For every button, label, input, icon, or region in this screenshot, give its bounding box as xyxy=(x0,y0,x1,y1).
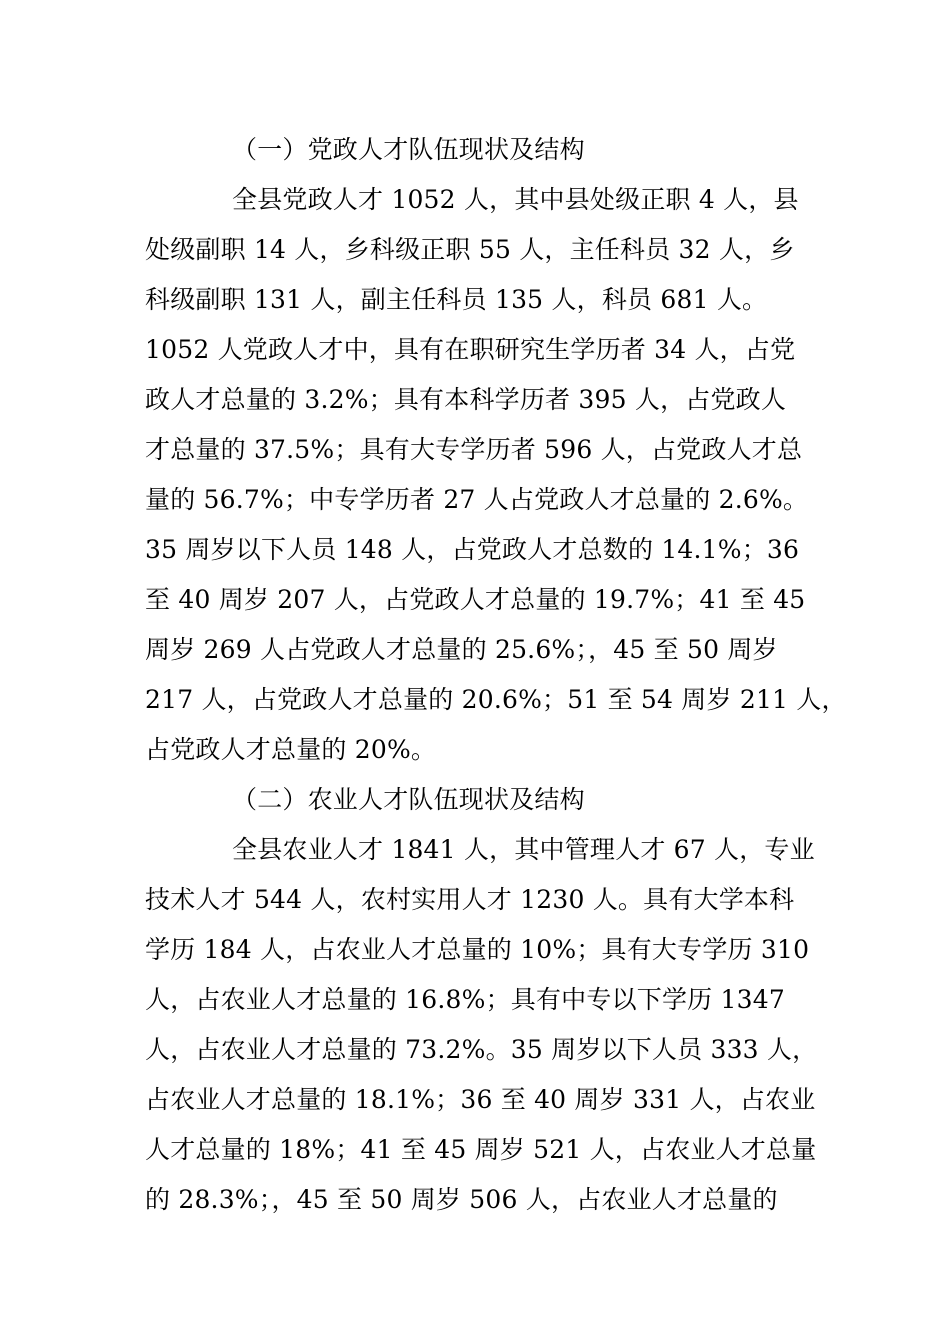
paragraph-line: 量的 56.7%；中专学历者 27 人占党政人才总量的 2.6%。 xyxy=(145,485,809,514)
paragraph-line: 全县农业人才 1841 人，其中管理人才 67 人，专业 xyxy=(232,835,815,864)
paragraph-line: 人，占农业人才总量的 73.2%。35 周岁以下人员 333 人， xyxy=(145,1035,818,1064)
paragraph-line: 技术人才 544 人，农村实用人才 1230 人。具有大学本科 xyxy=(145,885,795,914)
paragraph-line: 人才总量的 18%；41 至 45 周岁 521 人，占农业人才总量 xyxy=(145,1135,817,1164)
paragraph-line: 占党政人才总量的 20%。 xyxy=(145,735,437,764)
paragraph-line: 周岁 269 人占党政人才总量的 25.6%；，45 至 50 周岁 xyxy=(145,635,778,664)
paragraph-line: 科级副职 131 人，副主任科员 135 人，科员 681 人。 xyxy=(145,285,768,314)
section-heading-agriculture: （二）农业人才队伍现状及结构 xyxy=(232,785,585,814)
paragraph-line: 处级副职 14 人，乡科级正职 55 人，主任科员 32 人，乡 xyxy=(145,235,795,264)
paragraph-line: 35 周岁以下人员 148 人，占党政人才总数的 14.1%；36 xyxy=(145,535,800,564)
paragraph-line: 占农业人才总量的 18.1%；36 至 40 周岁 331 人，占农业 xyxy=(145,1085,816,1114)
paragraph-line: 才总量的 37.5%；具有大专学历者 596 人，占党政人才总 xyxy=(145,435,803,464)
paragraph-line: 至 40 周岁 207 人，占党政人才总量的 19.7%；41 至 45 xyxy=(145,585,806,614)
paragraph-line: 政人才总量的 3.2%；具有本科学历者 395 人，占党政人 xyxy=(145,385,787,414)
paragraph-line: 的 28.3%；，45 至 50 周岁 506 人，占农业人才总量的 xyxy=(145,1185,778,1214)
section-heading-party-government: （一）党政人才队伍现状及结构 xyxy=(232,135,585,164)
paragraph-line: 217 人，占党政人才总量的 20.6%；51 至 54 周岁 211 人， xyxy=(145,685,847,714)
paragraph-line: 全县党政人才 1052 人，其中县处级正职 4 人，县 xyxy=(232,185,799,214)
paragraph-line: 人，占农业人才总量的 16.8%；具有中专以下学历 1347 xyxy=(145,985,785,1014)
paragraph-line: 学历 184 人，占农业人才总量的 10%；具有大专学历 310 xyxy=(145,935,810,964)
paragraph-line: 1052 人党政人才中，具有在职研究生学历者 34 人，占党 xyxy=(145,335,796,364)
